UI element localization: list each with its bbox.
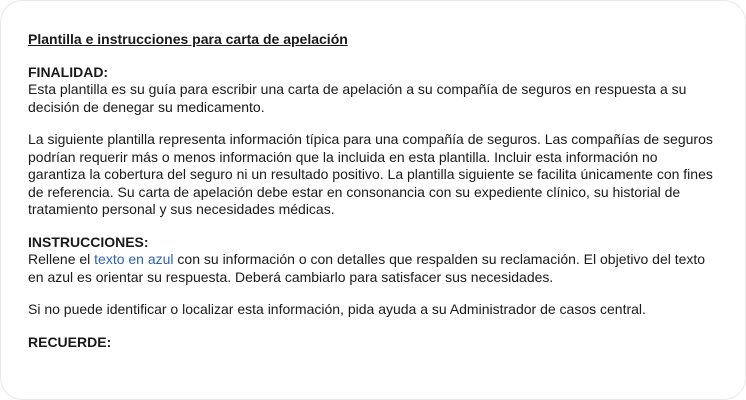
document-body [28,31,718,351]
instrucciones-text-after: con su información o con detalles que respalden su reclamación. El objetivo del texto en azul es orientar su respuesta. Deberá cambiarlo para satisfacer sus necesidades. [28,251,706,285]
finalidad-heading: FINALIDAD: [28,63,109,80]
instrucciones-paragraph-1 [28,251,718,286]
finalidad-paragraph-2: La siguiente plantilla representa información típica para una compañía de seguros. Las compañías de seguros podrían requerir más o menos información que la incluida en esta plantilla. Incluir esta información no garantiza la cobertura del seguro ni un resultado positivo. La plantilla siguiente se facilita únicamente con fines de referencia. Su carta de apelación debe estar en consonancia con su expediente clínico, su historial de tratamiento personal y sus necesidades médicas. [28,131,713,217]
recuerde-heading: RECUERDE: [28,333,112,350]
instrucciones-text-before: Rellene el [28,251,95,267]
instrucciones-heading: INSTRUCCIONES: [28,233,149,250]
blue-text-sample: texto en azul [94,251,174,267]
instrucciones-paragraph-2: Si no puede identificar o localizar esta información, pida ayuda a su Administrador de casos central. [28,301,646,317]
document-title: Plantilla e instrucciones para carta de apelación [28,31,348,47]
finalidad-paragraph-1: Esta plantilla es su guía para escribir una carta de apelación a su compañía de seguros en respuesta a su decisión de denegar su medicamento. [28,81,687,115]
